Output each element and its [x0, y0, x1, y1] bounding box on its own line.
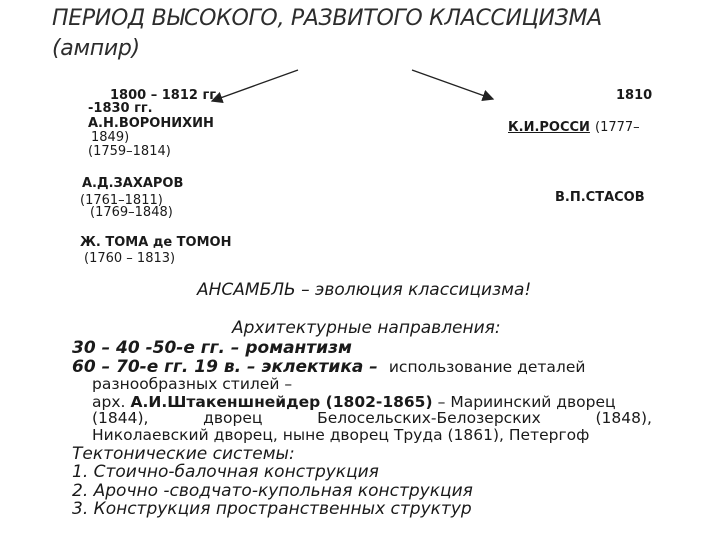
direction-text: арх.	[92, 393, 126, 411]
direction-text: – Мариинский дворец	[437, 393, 616, 411]
architect-rossi: К.И.РОССИ	[508, 120, 590, 135]
architect-years: (1761–1811)	[80, 193, 163, 208]
architect-rossi-line	[508, 116, 640, 135]
architect-zakharov: А.Д.ЗАХАРОВ	[82, 176, 184, 191]
architect-years: (1777–	[595, 120, 640, 135]
direction-eclecticism-label: 60 – 70-е гг. 19 в. – эклектика –	[72, 357, 378, 377]
direction-text: дворец	[203, 409, 263, 427]
ensemble-statement: АНСАМБЛЬ – эволюция классицизма!	[197, 280, 532, 300]
architect-stasov: В.П.СТАСОВ	[555, 190, 645, 205]
tectonic-item: 3. Конструкция пространственных структур	[72, 499, 472, 519]
direction-eclecticism	[72, 357, 585, 377]
right-date: 1810	[616, 88, 653, 103]
left-dates-2: -1830 гг.	[88, 101, 153, 116]
direction-text: Николаевский дворец, ныне дворец Труда (1861), Петергоф	[92, 426, 590, 444]
direction-eclecticism-text: использование деталей	[388, 358, 586, 376]
direction-text: разнообразных стилей –	[92, 375, 293, 393]
direction-text: (1848),	[595, 409, 652, 427]
arrow-right	[412, 70, 493, 99]
direction-text: Белосельских-Белозерских	[317, 409, 541, 427]
architect-years: 1849)	[91, 130, 130, 145]
direction-romanticism: 30 – 40 -50-е гг. – романтизм	[72, 338, 352, 358]
direction-text: (1844),	[92, 409, 149, 427]
page-title: ПЕРИОД ВЫСОКОГО, РАЗВИТОГО КЛАССИЦИЗМА	[52, 6, 602, 31]
architect-years: (1759–1814)	[88, 144, 171, 159]
direction-palaces-line	[92, 409, 652, 427]
tectonic-item: 1. Стоично-балочная конструкция	[72, 462, 379, 482]
tectonic-heading: Тектонические системы:	[72, 444, 295, 464]
architect-tomon: Ж. ТОМА де ТОМОН	[80, 235, 232, 250]
directions-heading: Архитектурные направления:	[232, 318, 501, 338]
architect-years: (1760 – 1813)	[84, 251, 176, 266]
architect-years: (1769–1848)	[90, 205, 173, 220]
tectonic-item: 2. Арочно -сводчато-купольная конструкция	[72, 481, 473, 501]
architect-shtakenshneider: А.И.Штакеншнейдер (1802-1865)	[130, 393, 433, 411]
left-dates: 1800 – 1812 гг.	[110, 88, 221, 103]
arrow-left	[212, 70, 298, 101]
page-subtitle: (ампир)	[52, 36, 140, 61]
architect-voronikhin: А.Н.ВОРОНИХИН	[88, 116, 214, 131]
